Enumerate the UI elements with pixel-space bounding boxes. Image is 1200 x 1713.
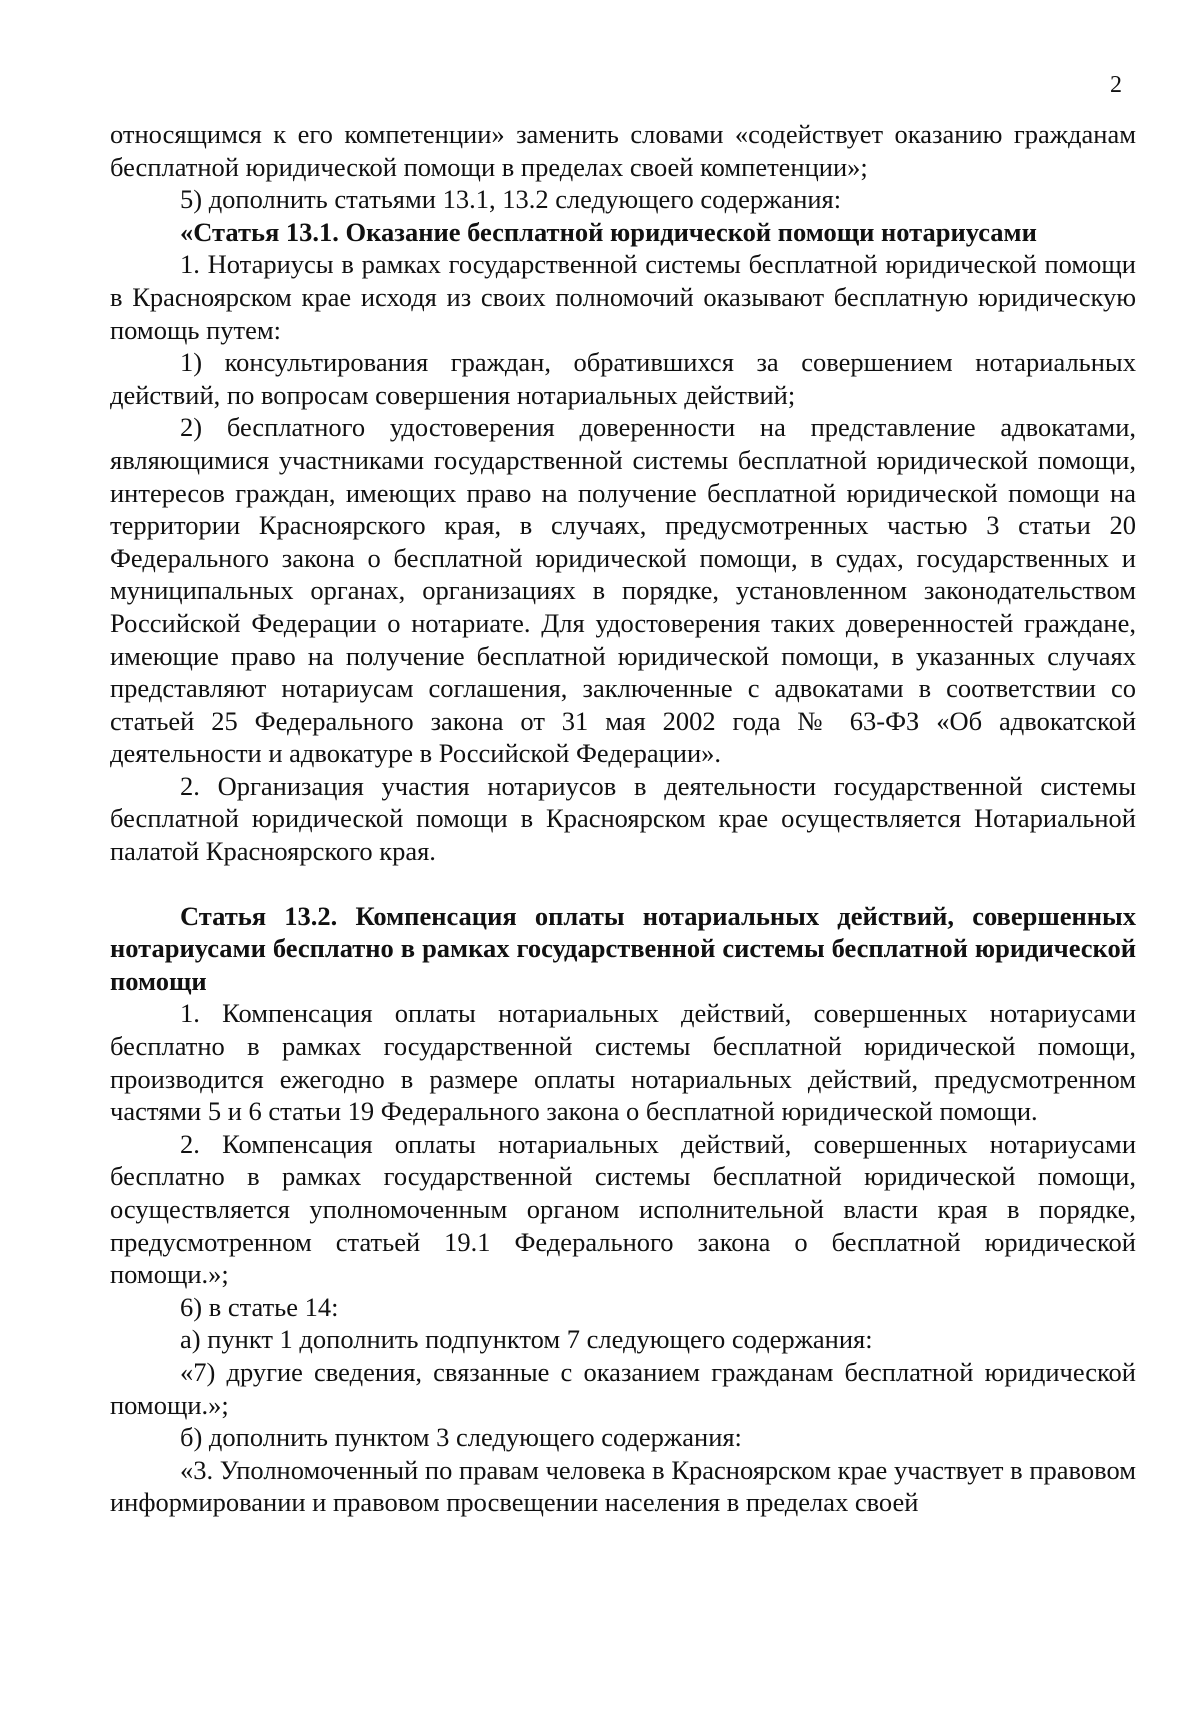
paragraph-subitem-7: «7) другие сведения, связанные с оказанием гражданам бесплатной юридической помощи.»; xyxy=(110,1356,1136,1420)
article-13-2-part-2: 2. Компенсация оплаты нотариальных действий, совершенных нотариусами бесплатно в рамках государственной системы бесплатной юридической помощи, осуществляется уполномоченным органом исполнительной власти края в порядке, предусмотренном статьей 19.1 Федерального закона о бесплатной юридической помощи.»; xyxy=(110,1128,1136,1290)
paragraph-subitem-3: «3. Уполномоченный по правам человека в Красноярском крае участвует в правовом информировании и правовом просвещении населения в пределах своей xyxy=(110,1454,1136,1518)
article-13-1-heading: «Статья 13.1. Оказание бесплатной юридической помощи нотариусами xyxy=(180,216,1037,247)
paragraph-item-6: 6) в статье 14: xyxy=(180,1291,339,1322)
article-13-1-subitem-1: 1) консультирования граждан, обратившихся за совершением нотариальных действий, по вопросам совершения нотариальных действий; xyxy=(110,347,1136,410)
paragraph-subitem-b: б) дополнить пунктом 3 следующего содержания: xyxy=(180,1422,742,1453)
paragraph-continuation: относящимся к его компетенции» заменить словами «содействует оказанию гражданам бесплатной юридической помощи в пределах своей компетенции»; xyxy=(110,119,1136,182)
paragraph-item-5: 5) дополнить статьями 13.1, 13.2 следующего содержания: xyxy=(180,184,842,215)
article-13-1-part-2: 2. Организация участия нотариусов в деятельности государственной системы бесплатной юридической помощи в Красноярском крае осуществляется Нотариальной палатой Красноярского края. xyxy=(110,770,1136,867)
article-13-2-heading: Статья 13.2. Компенсация оплаты нотариальных действий, совершенных нотариусами бесплатно в рамках государственной системы бесплатной юридической помощи xyxy=(110,900,1136,996)
page-number: 2 xyxy=(1110,72,1122,98)
article-13-1-subitem-2: 2) бесплатного удостоверения доверенности на представление адвокатами, являющимися участниками государственной системы бесплатной юридической помощи, интересов граждан, имеющих право на получение бесплатной юридической помощи на территории Красноярского края, в случаях, предусмотренных частью 3 статьи 20 Федерального закона о бесплатной юридической помощи, в судах, государственных и муниципальных органах, организациях в порядке, установленном законодательством Российской Федерации о нотариате. Для удостоверения таких доверенностей граждане, имеющие право на получение бесплатной юридической помощи, в указанных случаях представляют нотариусам соглашения, заключенные с адвокатами в соответствии со статьей 25 Федерального закона от 31 мая 2002 года № 63-ФЗ «Об адвокатской деятельности и адвокатуре в Российской Федерации». xyxy=(110,412,1136,769)
section-gap xyxy=(110,868,1136,900)
document-body xyxy=(110,118,1136,1519)
article-13-2-part-1: 1. Компенсация оплаты нотариальных действий, совершенных нотариусами бесплатно в рамках государственной системы бесплатной юридической помощи, производится ежегодно в размере оплаты нотариальных действий, предусмотренном частями 5 и 6 статьи 19 Федерального закона о бесплатной юридической помощи. xyxy=(110,998,1136,1127)
paragraph-subitem-a: а) пункт 1 дополнить подпунктом 7 следующего содержания: xyxy=(180,1324,873,1355)
article-13-1-part-1: 1. Нотариусы в рамках государственной системы бесплатной юридической помощи в Красноярском крае исходя из своих полномочий оказывают бесплатную юридическую помощь путем: xyxy=(110,249,1136,345)
